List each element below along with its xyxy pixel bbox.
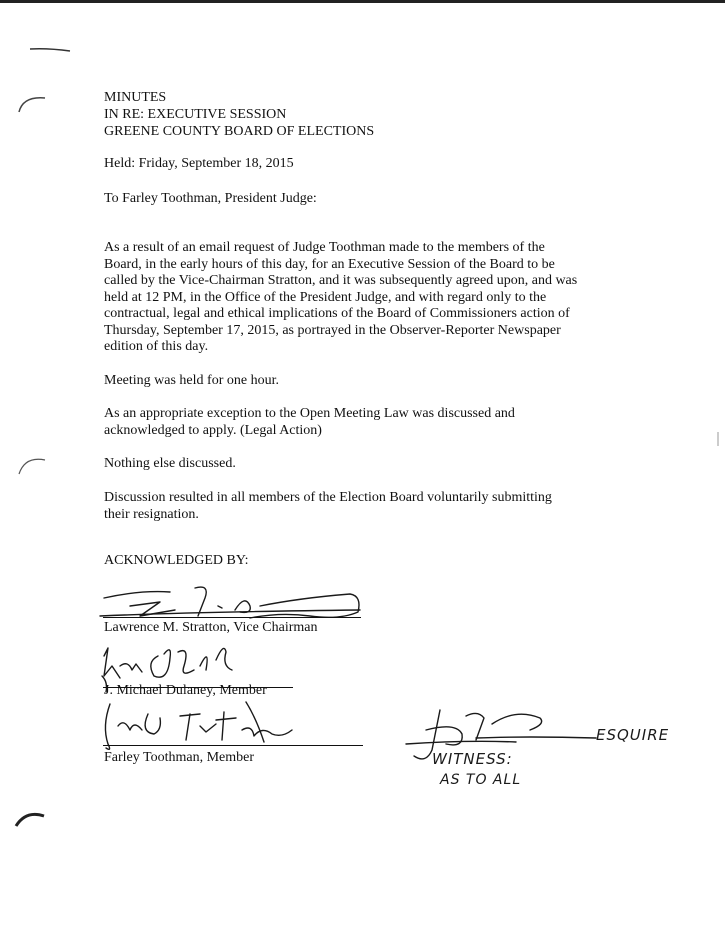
paragraph-line: Discussion resulted in all members of the Election Board voluntarily submitting	[104, 490, 552, 505]
document-subject: IN RE: EXECUTIVE SESSION	[104, 107, 287, 122]
punch-hole-mark-bottom	[12, 808, 47, 838]
top-border	[0, 0, 725, 3]
paragraph-line: called by the Vice-Chairman Stratton, and it was subsequently agreed upon, and was	[104, 273, 578, 288]
paragraph-line: contractual, legal and ethical implications of the Board of Commissioners action of	[104, 306, 570, 321]
document-title: MINUTES	[104, 90, 167, 105]
punch-hole-mark-middle	[15, 452, 50, 482]
held-date: Held: Friday, September 18, 2015	[104, 156, 294, 171]
organization-name: GREENE COUNTY BOARD OF ELECTIONS	[104, 124, 375, 139]
scan-speck	[715, 430, 721, 450]
paragraph-line: Thursday, September 17, 2015, as portrayed in the Observer-Reporter Newspaper	[104, 322, 561, 338]
signatory-dulaney: J. Michael Dulaney, Member	[104, 683, 267, 698]
paragraph-line: As a result of an email request of Judge Toothman made to the members of the	[104, 240, 545, 255]
paragraph-nothing-else: Nothing else discussed.	[104, 456, 236, 471]
paragraph-line: As an appropriate exception to the Open Meeting Law was discussed and	[104, 406, 515, 421]
addressee: To Farley Toothman, President Judge:	[104, 191, 317, 206]
paragraph-line: their resignation.	[104, 506, 199, 522]
scan-dash-mark	[28, 44, 73, 56]
signatory-toothman: Farley Toothman, Member	[104, 750, 255, 765]
paragraph-line: edition of this day.	[104, 339, 209, 354]
witness-label: WITNESS:	[432, 750, 513, 768]
paragraph-line: held at 12 PM, in the Office of the President Judge, and with regard only to the	[104, 289, 547, 305]
paragraph-line: acknowledged to apply. (Legal Action)	[104, 422, 322, 438]
toothman-signature	[96, 696, 316, 756]
signature-line-stratton	[103, 617, 361, 618]
acknowledged-heading: ACKNOWLEDGED BY:	[104, 553, 249, 568]
witness-esquire: ESQUIRE	[596, 726, 670, 744]
paragraph-line: Board, in the early hours of this day, for an Executive Session of the Board to be	[104, 256, 555, 272]
punch-hole-mark-top	[15, 90, 50, 120]
paragraph-duration: Meeting was held for one hour.	[104, 373, 279, 388]
signature-line-toothman	[103, 745, 363, 746]
witness-scope: AS TO ALL	[440, 772, 522, 788]
signatory-stratton: Lawrence M. Stratton, Vice Chairman	[104, 620, 318, 635]
stratton-signature	[100, 576, 370, 626]
